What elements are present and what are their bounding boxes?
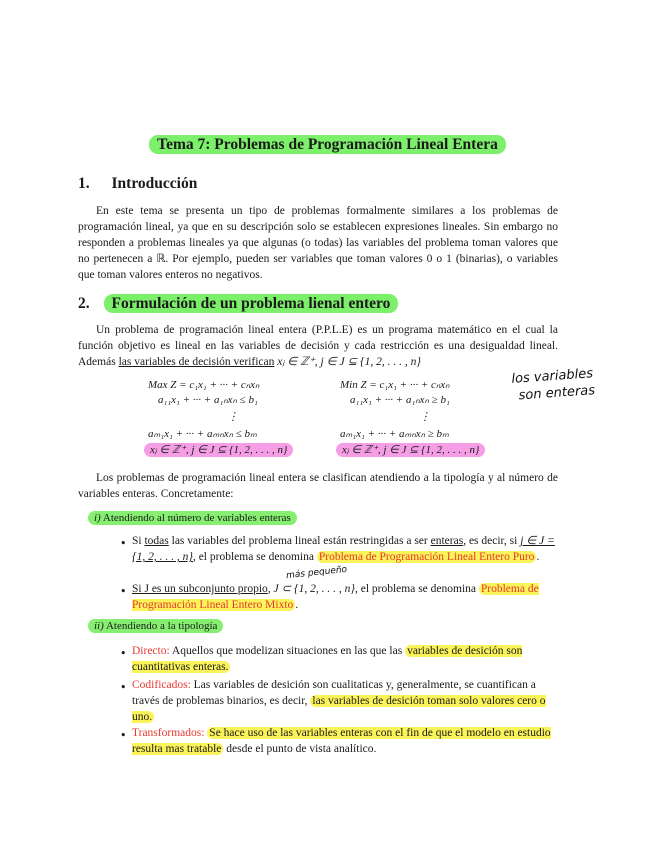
criterion-1-label — [88, 512, 297, 524]
bullet-transformed — [132, 725, 558, 757]
bullet-icon: • — [120, 729, 127, 742]
section-1-heading — [78, 175, 197, 193]
min-rowm: aₘ₁x₁ + ··· + aₘₙxₙ ≥ bₘ — [340, 428, 449, 440]
section-2-heading — [78, 295, 398, 313]
bullet-icon: • — [120, 537, 127, 550]
b1-term: Problema de Programación Lineal Entero Puro — [318, 551, 535, 563]
max-model — [148, 378, 318, 458]
bullet-icon: • — [120, 681, 127, 694]
b1-end: . — [536, 551, 540, 563]
criterion-1-roman: i) — [94, 512, 101, 524]
bullet-icon: • — [120, 647, 127, 660]
min-model — [340, 378, 510, 458]
max-dots: ⋮ — [227, 411, 239, 423]
handwritten-note-integer — [511, 365, 596, 405]
bullet-coded — [132, 677, 558, 725]
handwritten-note-line1: los variables — [510, 366, 594, 387]
max-row1: a₁₁x₁ + ··· + a₁ₙxₙ ≤ b₁ — [158, 394, 258, 406]
classification-paragraph — [78, 470, 558, 502]
b1-ul2: enteras — [430, 535, 464, 547]
b1-mid1: las variables del problema lineal están restringidas a ser — [168, 535, 431, 547]
transformed-term: Transformados: — [132, 727, 205, 739]
b2-mid: , el problema se denomina — [354, 583, 479, 595]
transformed-highlight: Se hace uso de las variables enteras con el fin de que el modelo en estudio resulta mas tratable — [132, 727, 551, 755]
section-1-title: Introducción — [111, 175, 198, 192]
max-rowm: aₘ₁x₁ + ··· + aₘₙxₙ ≤ bₘ — [148, 428, 257, 440]
criterion-2-roman: ii) — [94, 620, 104, 632]
definition-math: xⱼ ∈ ℤ⁺, j ∈ J ⊆ {1, 2, . . . , n} — [274, 356, 421, 368]
min-objective: Min Z = c₁x₁ + ··· + cₙxₙ — [340, 379, 450, 391]
min-integrality: xⱼ ∈ ℤ⁺, j ∈ J ⊆ {1, 2, . . . , n} — [336, 443, 485, 457]
b1-mid2: , es decir, si — [463, 535, 521, 547]
bullet-mixed-integer — [132, 581, 558, 613]
handwritten-note-smaller-text: más pequeño — [285, 564, 348, 582]
b1-math: j ∈ J = {1, 2, . . . , n} — [132, 535, 555, 563]
criterion-2-label — [88, 620, 223, 632]
classification-text: Los problemas de programación lineal entera se clasifican atendiendo a la tipología y al número de variables enteras. Concretamente: — [78, 472, 558, 500]
direct-text: Aquellos que modelizan situaciones en las que las — [169, 645, 406, 657]
b1-ul1: todas — [144, 535, 169, 547]
document-title — [0, 136, 655, 154]
bullet-direct — [132, 643, 558, 675]
b1-pre: Si — [132, 535, 145, 547]
coded-term: Codificados: — [132, 679, 191, 691]
min-dots: ⋮ — [419, 411, 431, 423]
definition-underlined: las variables de decisión verifican — [118, 356, 275, 368]
b2-math: , J ⊂ {1, 2, . . . , n} — [267, 583, 355, 595]
section-1-number: 1. — [78, 175, 90, 192]
max-integrality: xⱼ ∈ ℤ⁺, j ∈ J ⊆ {1, 2, . . . , n} — [144, 443, 293, 457]
section-2-title: Formulación de un problema lienal entero — [104, 294, 399, 313]
bullet-pure-integer — [132, 533, 558, 565]
max-objective: Max Z = c₁x₁ + ··· + cₙxₙ — [148, 379, 260, 391]
section-2-number: 2. — [78, 295, 90, 312]
transformed-tail: desde el punto de vista analítico. — [223, 743, 377, 755]
b2-ul: Si J es un subconjunto propio — [132, 583, 268, 595]
criterion-1-text: Atendiendo al número de variables enteras — [102, 512, 291, 524]
min-row1: a₁₁x₁ + ··· + a₁ₙxₙ ≥ b₁ — [350, 394, 450, 406]
handwritten-note-line2: son enteras — [518, 383, 596, 404]
section-2-paragraph — [78, 322, 558, 370]
section-1-paragraph — [78, 203, 558, 283]
definition-pre: Un problema de programación lineal entera (P.P.L.E) es un programa matemático en el cual la función objetivo es lineal en las variables de decisión y cada restricción es una desigualdad lineal. Además — [78, 324, 558, 368]
title-highlight: Tema 7: Problemas de Programación Lineal Entera — [149, 135, 506, 154]
bullet-icon: • — [120, 585, 127, 598]
handwritten-note-smaller — [286, 565, 348, 581]
coded-text: Las variables de desición son cualitaticas y, generalmente, se cuantifican a través de problemas binarios, es decir, — [132, 679, 536, 707]
direct-term: Directo: — [132, 645, 170, 657]
definition-text — [78, 322, 558, 370]
intro-text: En este tema se presenta un tipo de problemas formalmente similares a los problemas de programación lineal, ya que en su descripción solo se establecen expresiones lineales. Sin embargo no responden a problemas lineales ya que algunas (o todas) las variables del problema toman valores que no pertenecen a ℝ. Por ejemplo, pueden ser variables que toman valores 0 o 1 (binarias), o variables que toman valores enteros no negativos. — [78, 205, 558, 281]
direct-highlight: variables de desición son cuantitativas enteras. — [132, 645, 523, 673]
coded-highlight: las variables de desición toman solo valores cero o uno. — [132, 695, 546, 723]
b2-term: Problema de Programación Lineal Entero Mixto — [132, 583, 539, 611]
b1-mid3: , el problema se denomina — [192, 551, 317, 563]
criterion-2-text: Atendiendo a la tipología — [105, 620, 218, 632]
b2-end: . — [295, 599, 299, 611]
